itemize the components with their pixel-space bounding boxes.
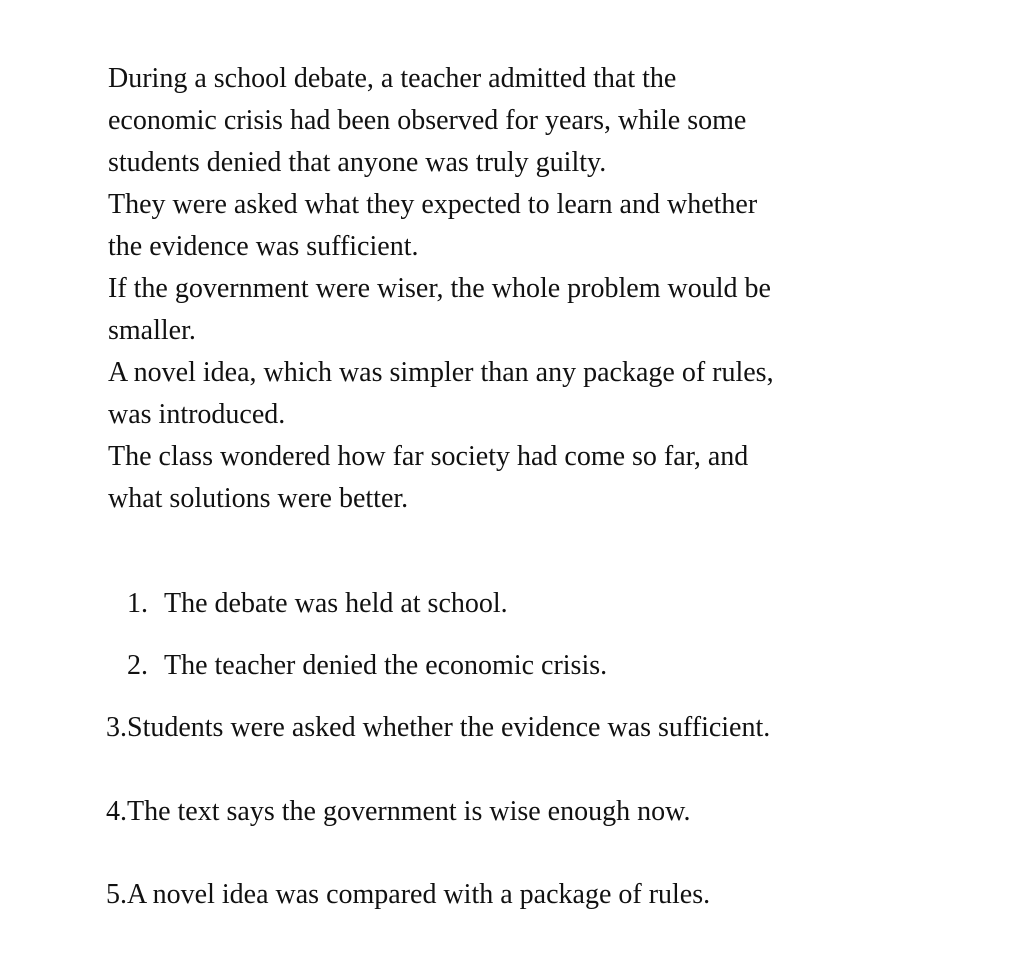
reading-passage	[108, 58, 948, 520]
statement-number: 5.	[106, 879, 127, 910]
statement-3	[106, 708, 770, 748]
passage-line: A novel idea, which was simpler than any package of rules,	[108, 357, 774, 388]
passage-line: students denied that anyone was truly guilty.	[108, 147, 607, 178]
passage-line: smaller.	[108, 315, 196, 346]
statement-text: The text says the government is wise enough now.	[127, 796, 691, 827]
statement-text: Students were asked whether the evidence was sufficient.	[127, 712, 771, 743]
passage-line: what solutions were better.	[108, 483, 409, 514]
passage-line: During a school debate, a teacher admitted that the	[108, 63, 677, 94]
passage-line: was introduced.	[108, 399, 286, 430]
statement-number: 1.	[127, 588, 148, 619]
statement-number: 4.	[106, 796, 127, 827]
passage-line: economic crisis had been observed for years, while some	[108, 105, 747, 136]
statement-number: 2.	[127, 650, 148, 681]
statement-5	[106, 875, 710, 915]
passage-line: If the government were wiser, the whole problem would be	[108, 273, 771, 304]
passage-line: the evidence was sufficient.	[108, 231, 419, 262]
statement-2	[127, 646, 607, 686]
statement-number: 3.	[106, 712, 127, 743]
statement-text: A novel idea was compared with a package of rules.	[127, 879, 711, 910]
passage-line: They were asked what they expected to learn and whether	[108, 189, 758, 220]
statement-4	[106, 792, 691, 832]
statement-text: The debate was held at school.	[164, 588, 508, 619]
statement-1	[127, 584, 508, 624]
passage-line: The class wondered how far society had come so far, and	[108, 441, 749, 472]
statement-text: The teacher denied the economic crisis.	[164, 650, 608, 681]
